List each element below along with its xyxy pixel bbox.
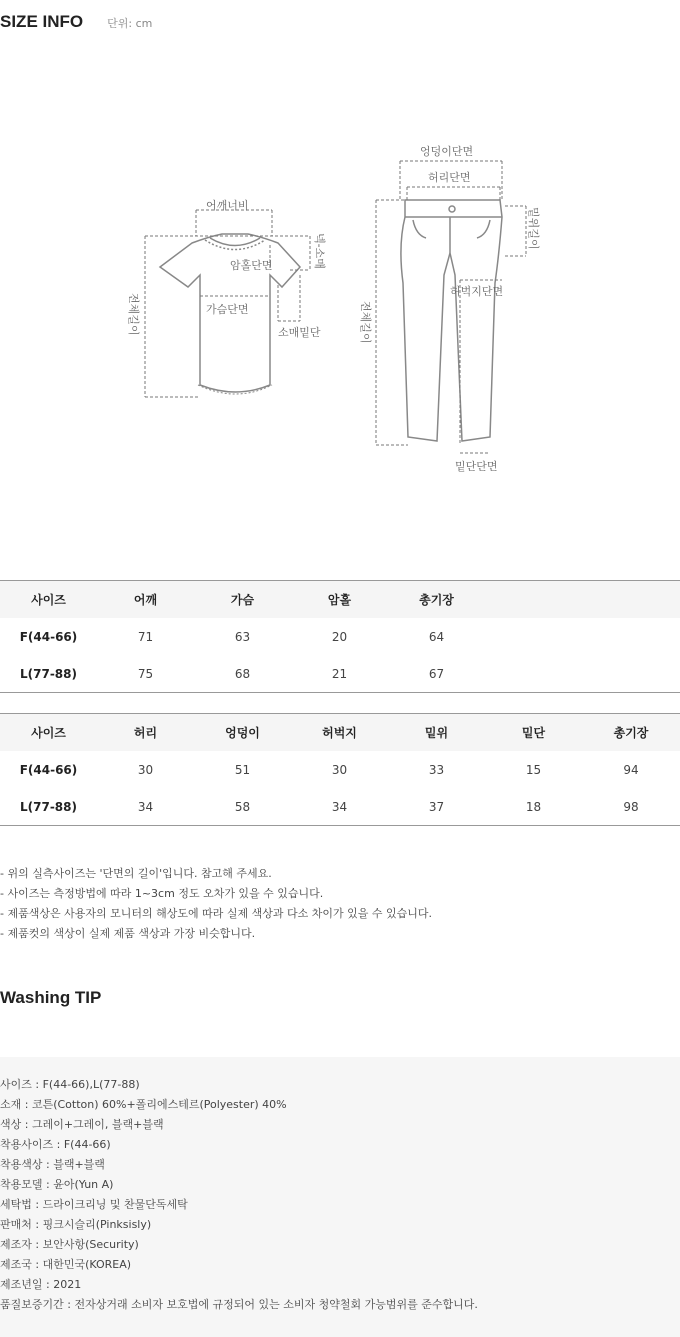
table-cell: 30 bbox=[331, 762, 348, 777]
chest-label: 가슴단면 bbox=[206, 303, 249, 316]
rise-label: 밑위길이 bbox=[527, 207, 540, 250]
table-cell-empty bbox=[582, 655, 680, 693]
table-cell: 68 bbox=[234, 666, 251, 681]
table-cell: L(77-88) bbox=[20, 666, 77, 681]
sleeve-hem-label: 소매밑단 bbox=[278, 326, 321, 339]
column-header: 사이즈 bbox=[0, 581, 97, 619]
table-cell: 51 bbox=[234, 762, 251, 777]
info-line: 제조국 : 대한민국(KOREA) bbox=[0, 1258, 132, 1271]
hip-label: 엉덩이단면 bbox=[420, 145, 474, 158]
table-cell: 67 bbox=[428, 666, 445, 681]
column-header: 어깨 bbox=[97, 581, 194, 619]
note-line: - 제품컷의 색상이 실제 제품 색상과 가장 비슷합니다. bbox=[0, 927, 256, 940]
table-row bbox=[0, 788, 680, 826]
info-line: 사이즈 : F(44-66),L(77-88) bbox=[0, 1078, 140, 1091]
column-header: 밑단 bbox=[485, 714, 582, 752]
table-row bbox=[0, 751, 680, 788]
neck-sleeve-label: 넥-소매 bbox=[313, 233, 326, 269]
column-header: 허벅지 bbox=[291, 714, 388, 752]
table-cell: F(44-66) bbox=[19, 629, 78, 644]
table-cell-empty bbox=[485, 618, 582, 655]
column-header: 허리 bbox=[97, 714, 194, 752]
table-cell: 37 bbox=[428, 799, 445, 814]
info-line: 색상 : 그레이+그레이, 블랙+블랙 bbox=[0, 1118, 164, 1131]
column-header-empty bbox=[582, 581, 680, 619]
note-line: - 위의 실측사이즈는 '단면의 길이'입니다. 참고해 주세요. bbox=[0, 867, 272, 880]
table-cell: 63 bbox=[234, 629, 251, 644]
measurement-illustration bbox=[110, 135, 550, 485]
column-header: 엉덩이 bbox=[194, 714, 291, 752]
table-cell-empty bbox=[582, 618, 680, 655]
note-line: - 제품색상은 사용자의 모니터의 해상도에 따라 실제 색상과 다소 차이가 있을 수 있습니다. bbox=[0, 907, 432, 920]
info-line: 착용사이즈 : F(44-66) bbox=[0, 1138, 111, 1151]
table-row bbox=[0, 618, 680, 655]
waist-label: 허리단면 bbox=[428, 171, 471, 184]
table-cell: 64 bbox=[428, 629, 445, 644]
column-header: 암홀 bbox=[291, 581, 388, 619]
table-cell: 30 bbox=[137, 762, 154, 777]
product-info-list bbox=[0, 1075, 478, 1315]
info-line: 착용색상 : 블랙+블랙 bbox=[0, 1158, 105, 1171]
table-cell: 21 bbox=[331, 666, 348, 681]
info-line: 착용모델 : 윤아(Yun A) bbox=[0, 1178, 114, 1191]
info-line: 제조자 : 보안사항(Security) bbox=[0, 1238, 139, 1251]
info-line: 판매처 : 핑크시슬리(Pinksisly) bbox=[0, 1218, 152, 1231]
column-header-empty bbox=[485, 581, 582, 619]
table-cell: L(77-88) bbox=[20, 799, 77, 814]
table-cell: F(44-66) bbox=[19, 762, 78, 777]
pants-size-table bbox=[0, 713, 680, 826]
pants-illustration bbox=[401, 200, 502, 441]
size-info-header bbox=[0, 12, 152, 36]
product-info-box bbox=[0, 1057, 680, 1337]
table-cell-empty bbox=[485, 655, 582, 693]
size-notes bbox=[0, 864, 432, 944]
info-line: 소재 : 코튼(Cotton) 60%+폴리에스테르(Polyester) 40% bbox=[0, 1098, 287, 1111]
measurement-diagram bbox=[110, 135, 550, 485]
armhole-label: 암홀단면 bbox=[230, 259, 273, 272]
pants-total-length-label: 전체길이 bbox=[359, 301, 372, 344]
top-total-length-label: 전체길이 bbox=[127, 293, 140, 336]
hem-label: 밑단단면 bbox=[455, 460, 498, 473]
column-header: 총기장 bbox=[388, 581, 485, 619]
washing-tip-title: Washing TIP bbox=[0, 988, 102, 1007]
info-line: 품질보증기간 : 전자상거래 소비자 보호법에 규정되어 있는 소비자 청약철회 가능범위를 준수합니다. bbox=[0, 1298, 478, 1311]
table-cell: 20 bbox=[331, 629, 348, 644]
table-cell: 94 bbox=[623, 762, 639, 777]
table-cell: 58 bbox=[234, 799, 251, 814]
top-size-table bbox=[0, 580, 680, 693]
column-header: 가슴 bbox=[194, 581, 291, 619]
column-header: 밑위 bbox=[388, 714, 485, 752]
thigh-label: 허벅지단면 bbox=[450, 285, 504, 298]
column-header: 사이즈 bbox=[0, 714, 97, 752]
table-cell: 71 bbox=[137, 629, 154, 644]
info-line: 세탁법 : 드라이크리닝 및 찬물단독세탁 bbox=[0, 1198, 188, 1211]
table-cell: 18 bbox=[525, 799, 542, 814]
table-cell: 98 bbox=[623, 799, 639, 814]
note-line: - 사이즈는 측정방법에 따라 1~3cm 정도 오차가 있을 수 있습니다. bbox=[0, 887, 324, 900]
info-line: 제조년일 : 2021 bbox=[0, 1278, 82, 1291]
table-cell: 75 bbox=[137, 666, 154, 681]
table-header-row bbox=[0, 581, 680, 619]
table-cell: 15 bbox=[525, 762, 542, 777]
unit-label: 단위: cm bbox=[107, 17, 153, 30]
shoulder-label: 어깨너비 bbox=[206, 199, 249, 212]
table-header-row bbox=[0, 714, 680, 752]
table-cell: 33 bbox=[428, 762, 445, 777]
page-title: SIZE INFO bbox=[0, 12, 84, 31]
column-header: 총기장 bbox=[582, 714, 680, 752]
table-cell: 34 bbox=[137, 799, 154, 814]
table-cell: 34 bbox=[331, 799, 348, 814]
table-row bbox=[0, 655, 680, 693]
